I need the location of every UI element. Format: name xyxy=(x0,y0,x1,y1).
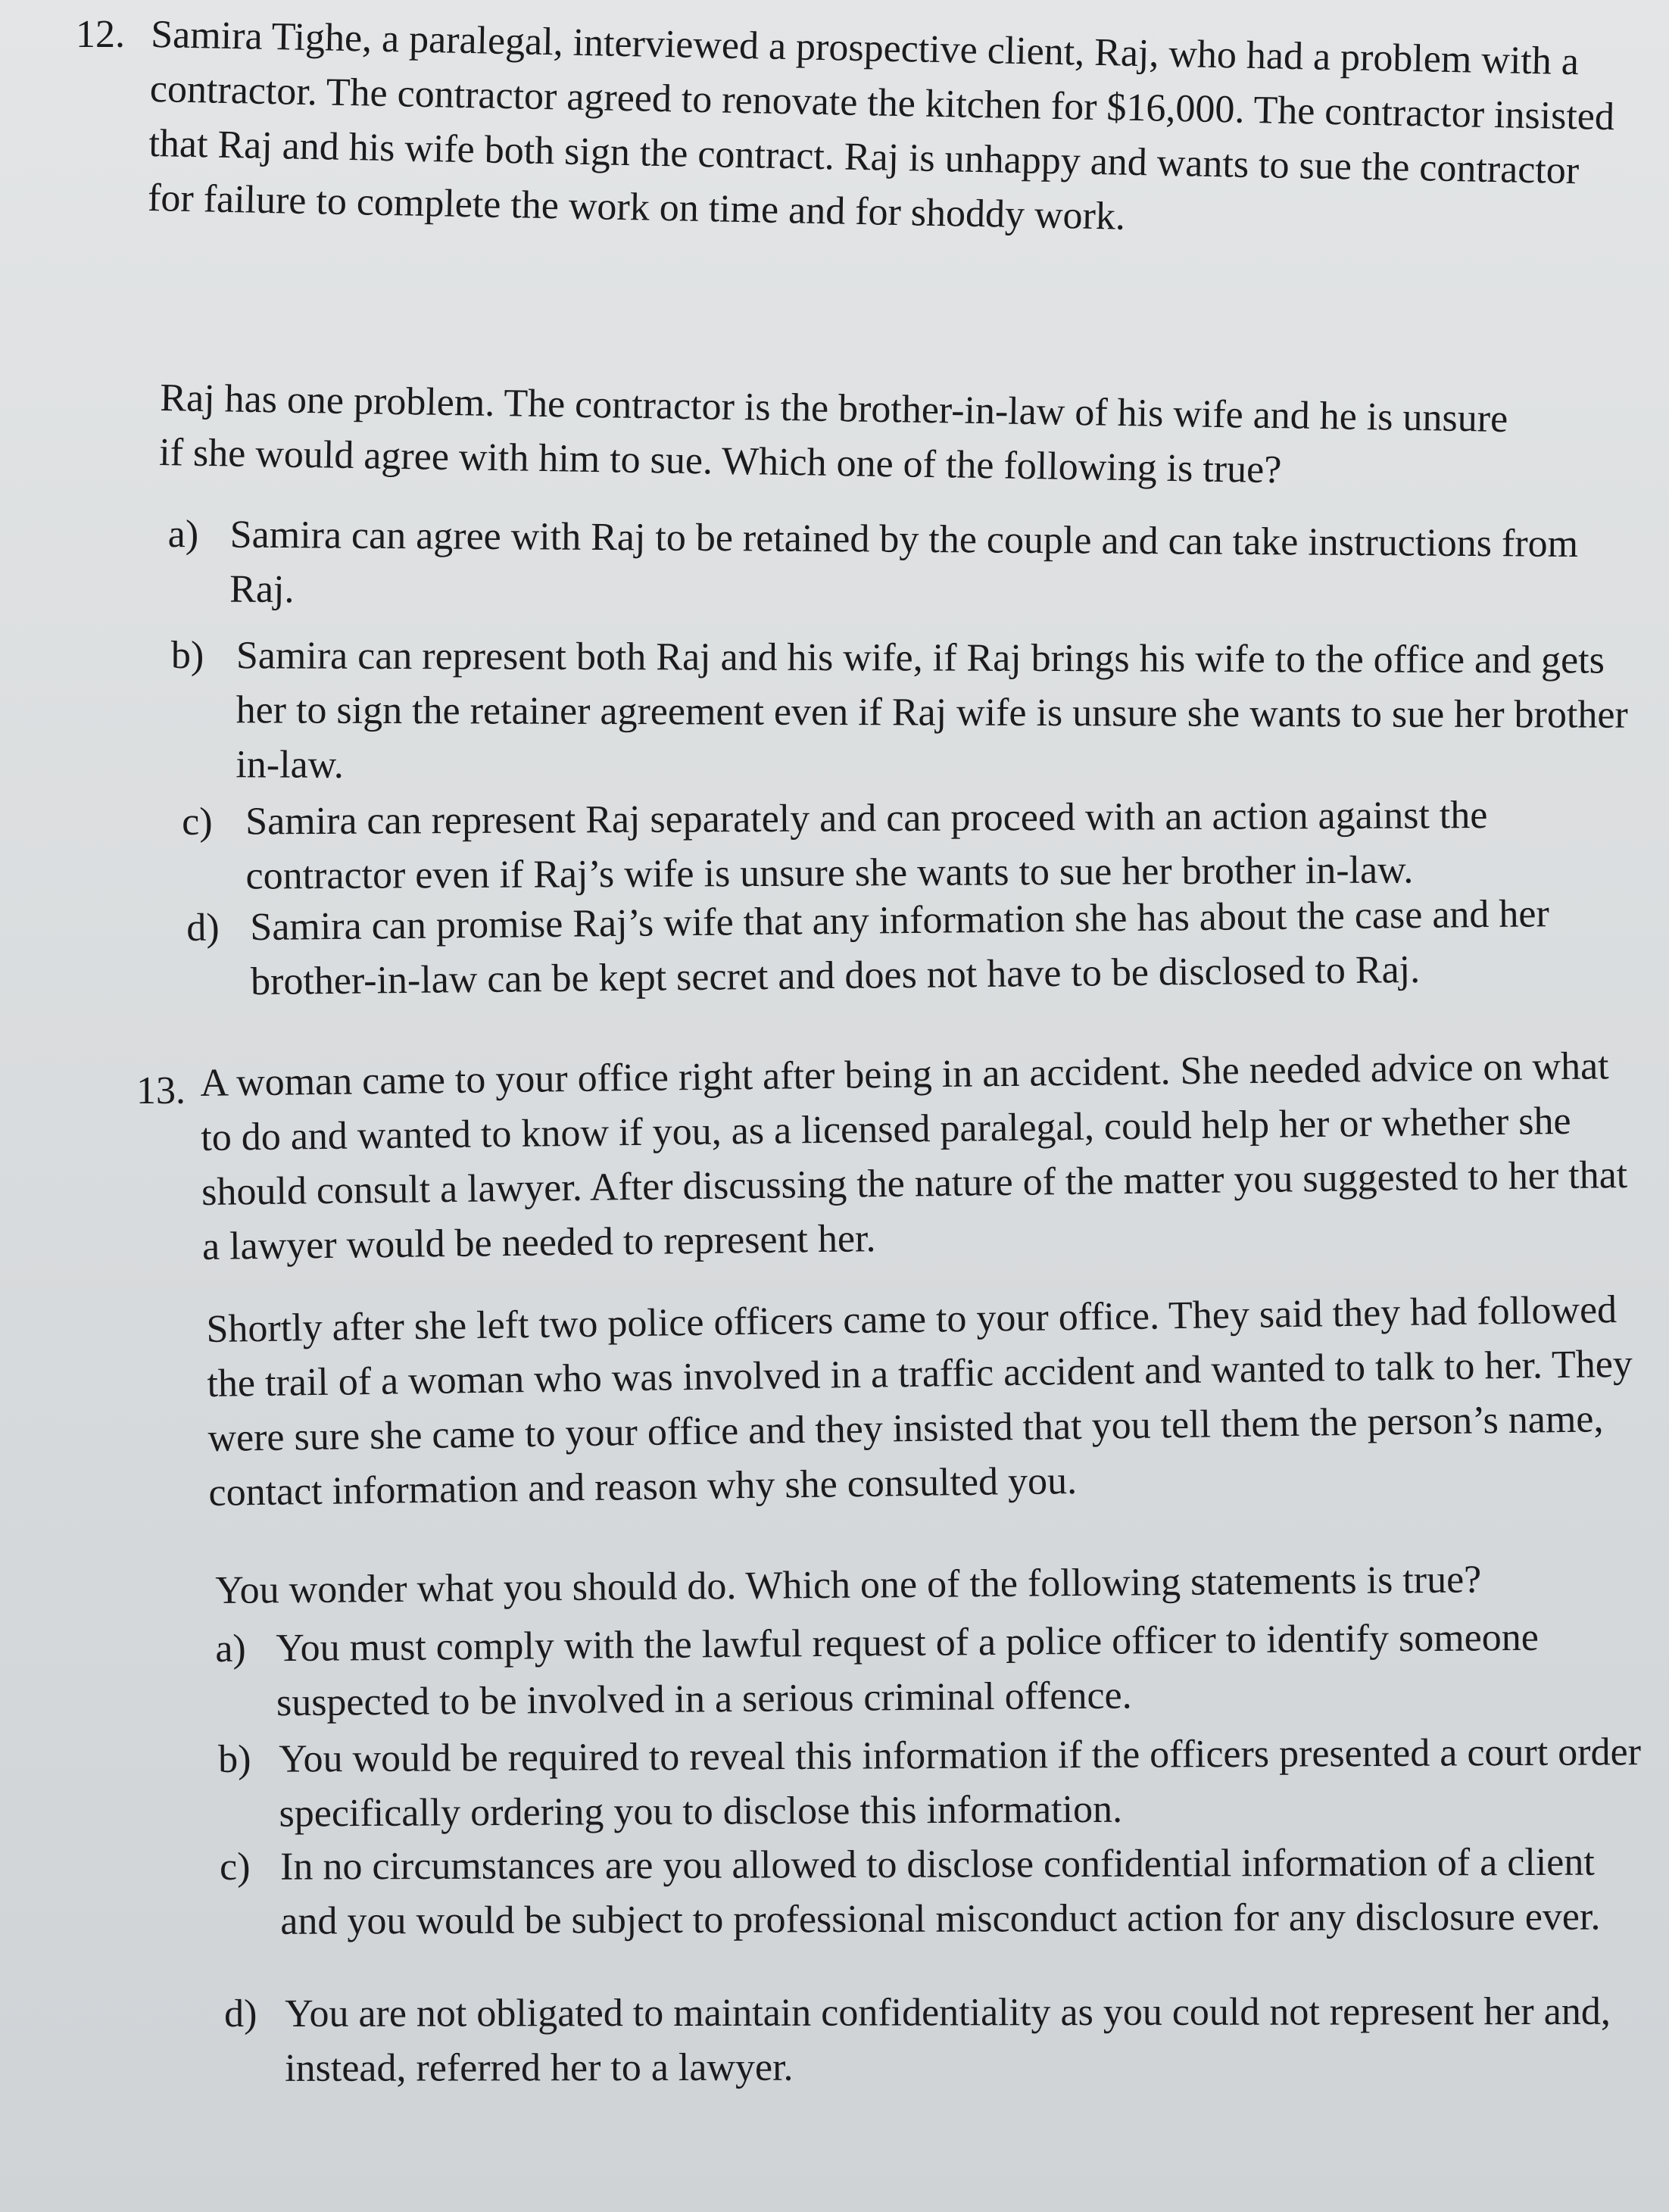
question-stem-paragraph: Shortly after she left two police officers came to your office. They said they had followed the trail of a woman who was involved in a traffic accident and wanted to talk to her. They were sure she came to your office and they insisted that you tell them the person’s name, contact information and reason why she consulted you. xyxy=(206,1287,1633,1515)
option-text: You must comply with the lawful request of a police officer to identify someone suspected to be involved in a serious criminal offence. xyxy=(276,1615,1540,1725)
option-letter: b) xyxy=(218,1737,251,1781)
option-text: Samira can represent both Raj and his wife, if Raj brings his wife to the office and gets her to sign the retainer agreement even if Raj wife is unsure she wants to sue her brother in-law. xyxy=(236,634,1628,787)
option-text: Samira can promise Raj’s wife that any information she has about the case and her brother-in-law can be kept secret and does not have to be disclosed to Raj. xyxy=(250,892,1550,1004)
option-text: You would be required to reveal this information if the officers presented a court order specifically ordering you to disclose this information. xyxy=(279,1730,1642,1836)
option-text: In no circumstances are you allowed to disclose confidential information of a client and you would be subject to professional misconduct action for any disclosure ever. xyxy=(280,1840,1601,1943)
answer-option-d[interactable] xyxy=(224,1985,1655,2090)
option-letter: a) xyxy=(215,1627,246,1671)
question-number: 12. xyxy=(76,13,125,56)
question-stem-paragraph: Samira Tighe, a paralegal, interviewed a prospective client, Raj, who had a problem with a contractor. The contractor agreed to renovate the kitchen for $16,000. The contractor insisted that Raj and his wife both sign the contract. Raj is unhappy and wants to sue the contractor for failure to complete the work on time and for shoddy work. xyxy=(147,12,1615,239)
answer-option-a[interactable] xyxy=(167,507,1630,612)
option-letter: d) xyxy=(186,906,220,950)
option-text: Samira can agree with Raj to be retained by the couple and can take instructions from Raj. xyxy=(229,513,1579,612)
option-letter: b) xyxy=(170,633,204,678)
option-letter: a) xyxy=(167,512,199,557)
option-letter: c) xyxy=(182,800,213,844)
question-number: 13. xyxy=(136,1069,186,1112)
option-text: You are not obligated to maintain confidentiality as you could not represent her and, instead, referred her to a lawyer. xyxy=(285,1989,1611,2090)
answer-option-b[interactable] xyxy=(170,629,1640,787)
option-letter: d) xyxy=(224,1992,257,2036)
option-text: Samira can represent Raj separately and can proceed with an action against the contractor even if Raj’s wife is unsure she wants to sue her brother in-law. xyxy=(245,793,1488,898)
question-stem-paragraph: Raj has one problem. The contractor is the brother-in-law of his wife and he is unsure if she would agree with him to sue. Which one of the following is true? xyxy=(158,376,1508,492)
option-letter: c) xyxy=(220,1845,251,1889)
question-stem-paragraph: A woman came to your office right after being in an accident. She needed advice on what to do and wanted to know if you, as a licensed paralegal, could help her or whether she should consult a lawyer. After discussing the nature of the matter you suggested to her that a lawyer would be needed to represent her. xyxy=(200,1044,1628,1268)
question-stem-paragraph: You wonder what you should do. Which one of the following statements is true? xyxy=(215,1558,1482,1612)
